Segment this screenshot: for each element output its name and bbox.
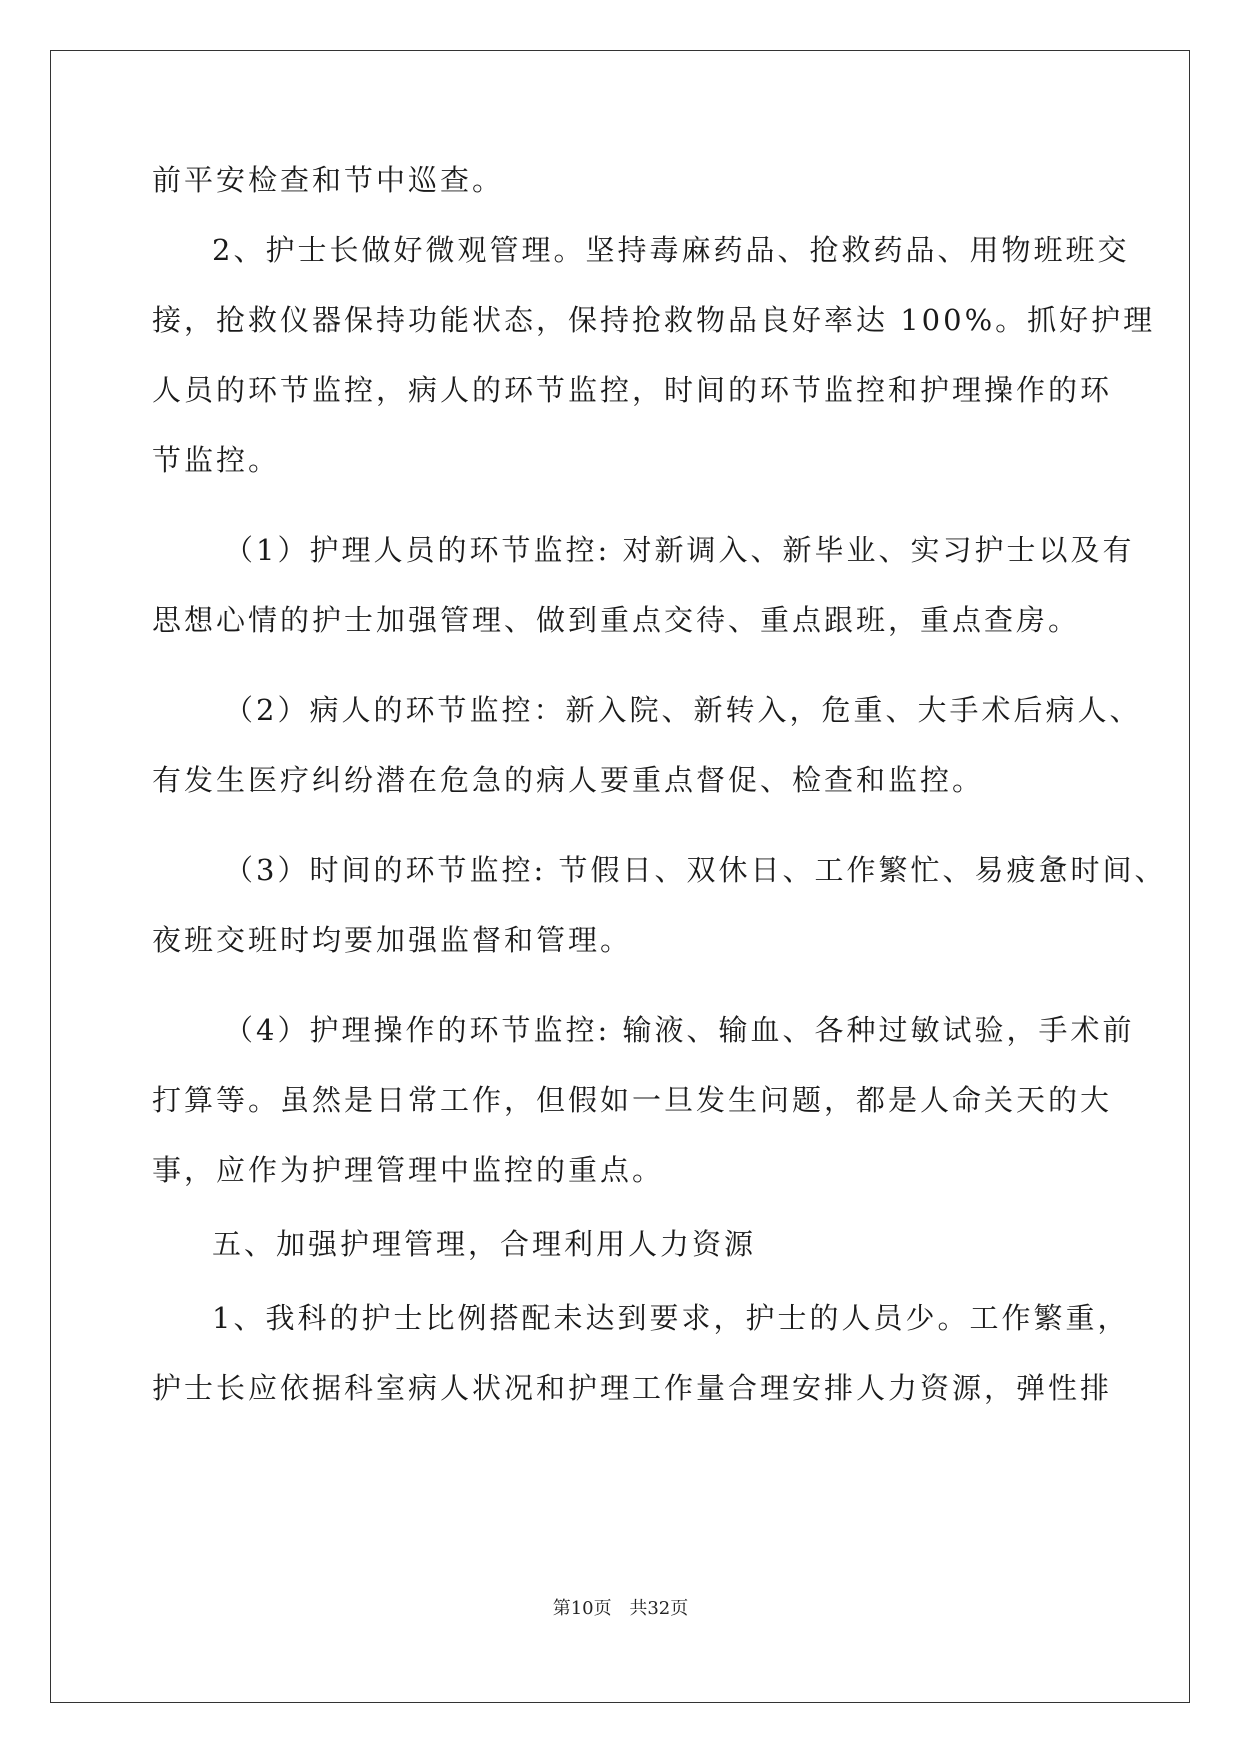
text-line: 夜班交班时均要加强监督和管理。 xyxy=(152,923,633,957)
text-line: 节监控。 xyxy=(152,443,281,477)
text-line: 2、护士长做好微观管理。坚持毒麻药品、抢救药品、用物班班交 xyxy=(212,233,1130,267)
text-line: 有发生医疗纠纷潜在危急的病人要重点督促、检查和监控。 xyxy=(152,763,985,797)
text-line: 护士长应依据科室病人状况和护理工作量合理安排人力资源，弹性排 xyxy=(152,1371,1113,1405)
text-line: 事，应作为护理管理中监控的重点。 xyxy=(152,1153,665,1187)
text-line: （2）病人的环节监控：新入院、新转入，危重、大手术后病人、 xyxy=(224,693,1142,727)
text-line: 前平安检查和节中巡查。 xyxy=(152,163,505,197)
text-line: 打算等。虽然是日常工作，但假如一旦发生问题，都是人命关天的大 xyxy=(152,1083,1113,1117)
text-line: 思想心情的护士加强管理、做到重点交待、重点跟班，重点查房。 xyxy=(152,603,1081,637)
section-heading: 五、加强护理管理，合理利用人力资源 xyxy=(212,1227,757,1261)
page-footer xyxy=(0,1597,1241,1621)
text-line: 接，抢救仪器保持功能状态，保持抢救物品良好率达 100%。抓好护理 xyxy=(152,303,1156,337)
text-line: （1）护理人员的环节监控: 对新调入、新毕业、实习护士以及有 xyxy=(224,533,1135,567)
text-line: 人员的环节监控，病人的环节监控，时间的环节监控和护理操作的环 xyxy=(152,373,1113,407)
text-line: 1、我科的护士比例搭配未达到要求，护士的人员少。工作繁重， xyxy=(212,1301,1130,1335)
page-number: 第10页 xyxy=(552,1598,612,1619)
text-line: （4）护理操作的环节监控: 输液、输血、各种过敏试验，手术前 xyxy=(224,1013,1135,1047)
page-total: 共32页 xyxy=(629,1598,689,1619)
text-line: （3）时间的环节监控: 节假日、双休日、工作繁忙、易疲惫时间、 xyxy=(224,853,1167,887)
